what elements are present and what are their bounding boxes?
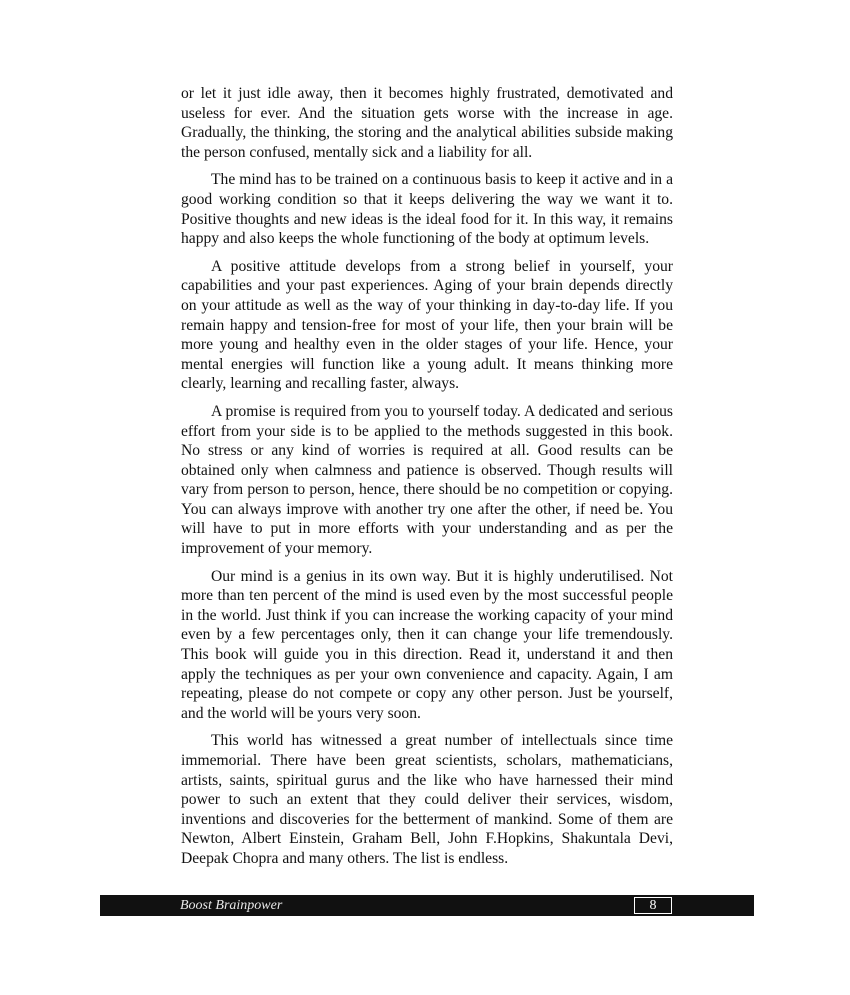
paragraph: A positive attitude develops from a strong belief in yourself, your capabilities and your past experiences. Aging of your brain depends directly on your attitude as well as the way of your thinking in day-to-day life. If you remain happy and tension-free for most of your life, then your brain will be more young and healthy even in the older stages of your life. Hence, your mental energies will function like a young adult. It means thinking more clearly, learning and recalling faster, always.: [181, 257, 673, 393]
body-text: [181, 84, 673, 877]
paragraph: The mind has to be trained on a continuous basis to keep it active and in a good working condition so that it keeps delivering the way we want it to. Positive thoughts and new ideas is the ideal food for it. In this way, it remains happy and also keeps the whole functioning of the body at optimum levels.: [181, 171, 673, 248]
paragraph: or let it just idle away, then it becomes highly frustrated, demotivated and useless for ever. And the situation gets worse with the increase in age. Gradually, the thinking, the storing and the analytical abilities subside making the person confused, mentally sick and a liability for all.: [181, 85, 673, 161]
paragraph: This world has witnessed a great number of intellectuals since time immemorial. There have been great scientists, scholars, mathematicians, artists, saints, spiritual gurus and the like who have harnessed their mind power to such an extent that they could deliver their services, wisdom, inventions and discoveries for the betterment of mankind. Some of them are Newton, Albert Einstein, Graham Bell, John F.Hopkins, Shakuntala Devi, Deepak Chopra and many others. The list is endless.: [181, 732, 673, 867]
page-number: 8: [634, 897, 672, 914]
book-title: Boost Brainpower: [180, 898, 283, 913]
paragraph: A promise is required from you to yourself today. A dedicated and serious effort from your side is to be applied to the methods suggested in this book. No stress or any kind of worries is required at all. Good results can be obtained only when calmness and patience is observed. Though results will vary from person to person, hence, there should be no competition or copying. You can always improve with another try one after the other, if need be. You will have to put in more efforts with your understanding and as per the improvement of your memory.: [181, 402, 673, 558]
page-footer: [100, 895, 754, 916]
paragraph: Our mind is a genius in its own way. But it is highly underutilised. Not more than ten percent of the mind is used even by the most successful people in the world. Just think if you can increase the working capacity of your mind even by a few percentages only, then it can change your life tremendously. This book will guide you in this direction. Read it, understand it and then apply the techniques as per your own convenience and capacity. Again, I am repeating, please do not compete or copy any other person. Just be yourself, and the world will be yours very soon.: [181, 567, 673, 722]
